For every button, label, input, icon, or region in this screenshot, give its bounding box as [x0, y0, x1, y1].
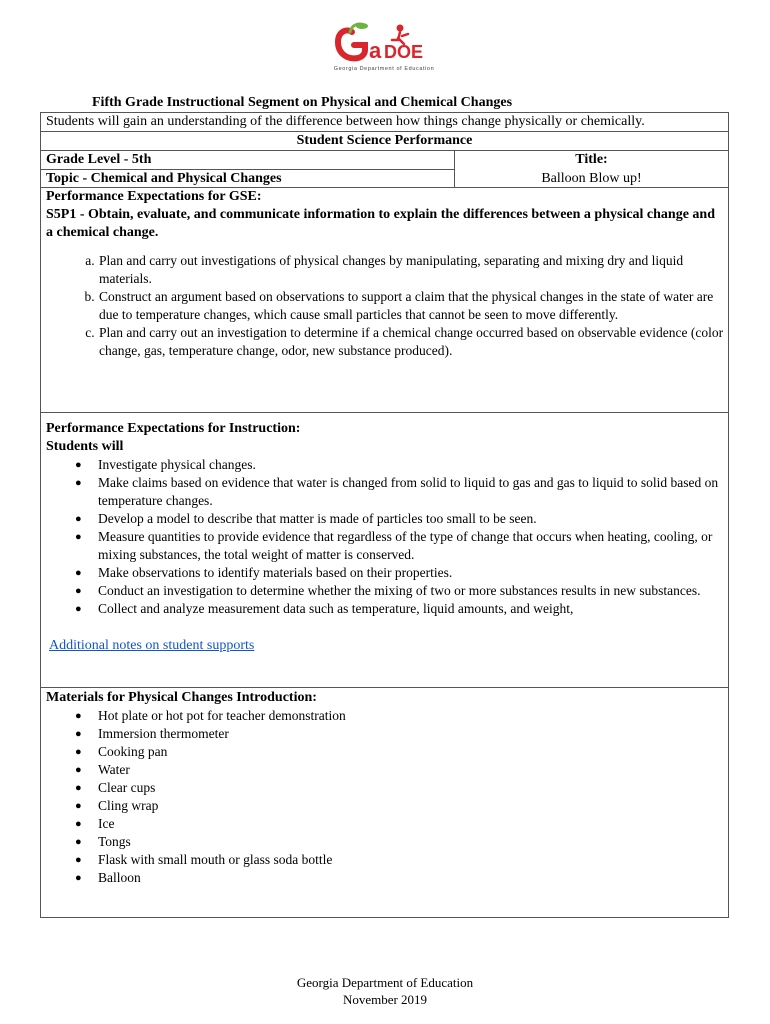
- material-item: ● Balloon: [46, 869, 724, 887]
- svg-text:DOE: DOE: [384, 42, 424, 62]
- instruction-item: ● Make claims based on evidence that water is changed from solid to liquid to gas and gas to liquid to solid based on temperature changes.: [46, 474, 724, 510]
- gse-item: a. Plan and carry out investigations of physical changes by manipulating, separating and mixing dry and liquid materials.: [98, 252, 724, 288]
- material-item: ● Flask with small mouth or glass soda bottle: [46, 851, 724, 869]
- logo-subtitle: Georgia Department of Education: [333, 66, 435, 72]
- gse-items: [46, 252, 724, 360]
- gse-item: b. Construct an argument based on observations to support a claim that the physical changes in the state of water are due to temperature changes, which cause small particles that cannot be seen to move differently.: [98, 288, 724, 324]
- footer-org: Georgia Department of Education: [296, 975, 474, 990]
- student-supports-link[interactable]: Additional notes on student supports: [49, 638, 255, 653]
- instruction-section: [46, 420, 724, 654]
- grade-level: Grade Level - 5th: [46, 152, 152, 167]
- instruction-heading: Performance Expectations for Instruction:: [46, 421, 301, 436]
- instruction-item: ● Measure quantities to provide evidence that regardless of the type of change that occurs when heating, cooling, or mixing substances, the total weight of matter is conserved.: [46, 528, 724, 564]
- instruction-item: ● Conduct an investigation to determine whether the mixing of two or more substances results in new substances.: [46, 582, 724, 600]
- material-item: ● Immersion thermometer: [46, 725, 724, 743]
- document-title: Fifth Grade Instructional Segment on Physical and Chemical Changes: [92, 95, 513, 110]
- material-item: ● Cling wrap: [46, 797, 724, 815]
- instruction-subheading: Students will: [46, 439, 124, 454]
- gse-standard: S5P1 - Obtain, evaluate, and communicate information to explain the differences between a physical change and a chemical change.: [46, 207, 716, 240]
- title-value: Balloon Blow up!: [541, 171, 642, 186]
- footer-date: November 2019: [342, 992, 428, 1007]
- materials-heading: Materials for Physical Changes Introduction:: [46, 690, 317, 705]
- lesson-table: [40, 112, 729, 918]
- material-item: ● Tongs: [46, 833, 724, 851]
- materials-section: [46, 689, 724, 887]
- materials-items: [46, 707, 724, 887]
- material-item: ● Ice: [46, 815, 724, 833]
- instruction-item: ● Collect and analyze measurement data such as temperature, liquid amounts, and weight,: [46, 600, 724, 618]
- gse-section: [46, 188, 724, 360]
- intro-text: Students will gain an understanding of the difference between how things change physically or chemically.: [46, 114, 645, 129]
- material-item: ● Cooking pan: [46, 743, 724, 761]
- section-heading: Student Science Performance: [296, 133, 473, 148]
- material-item: ● Hot plate or hot pot for teacher demonstration: [46, 707, 724, 725]
- gse-item: c. Plan and carry out an investigation to determine if a chemical change occurred based on observable evidence (color change, gas, temperature change, odor, new substance produced).: [98, 324, 724, 360]
- material-item: ● Clear cups: [46, 779, 724, 797]
- title-label: Title:: [575, 152, 608, 167]
- topic: Topic - Chemical and Physical Changes: [46, 171, 282, 186]
- svg-text:a: a: [369, 38, 382, 63]
- instruction-items: [46, 456, 724, 618]
- instruction-item: ● Investigate physical changes.: [46, 456, 724, 474]
- instruction-item: ● Develop a model to describe that matter is made of particles too small to be seen.: [46, 510, 724, 528]
- gse-heading: Performance Expectations for GSE:: [46, 189, 262, 204]
- material-item: ● Water: [46, 761, 724, 779]
- instruction-item: ● Make observations to identify materials based on their properties.: [46, 564, 724, 582]
